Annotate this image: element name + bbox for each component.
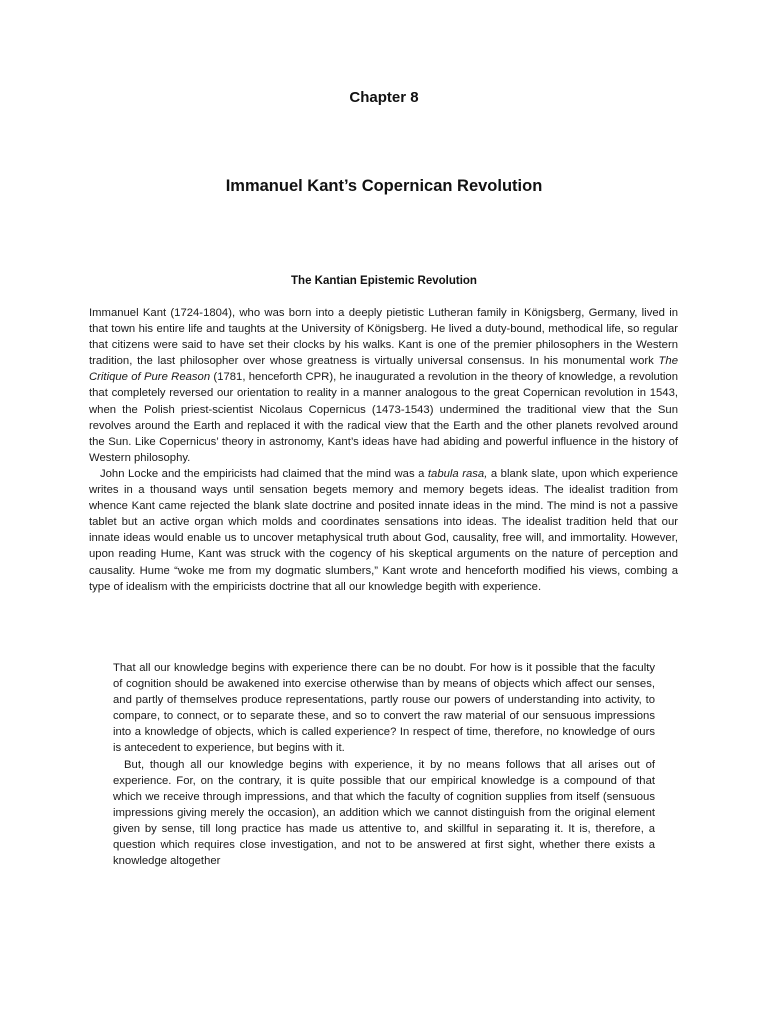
quote-paragraph-2: But, though all our knowledge begins with experience, it by no means follows that all arises out of experience. For, on the contrary, it is quite possible that our empirical knowledge is a compound of that which we receive through impressions, and that which the faculty of cognition supplies from itself (sensuous impressions giving merely the occasion), an addition which we cannot distinguish from the original element given by sense, till long practice has made us attentive to, and skillful in separating it. It is, therefore, a question which requires close investigation, and not to be answered at first sight, whether there exists a knowledge altogether	[113, 758, 655, 868]
section-heading: The Kantian Epistemic Revolution	[291, 275, 477, 287]
chapter-number: Chapter 8	[349, 89, 419, 106]
block-quote	[113, 660, 655, 869]
body-text	[89, 305, 678, 595]
chapter-title: Immanuel Kant’s Copernican Revolution	[225, 177, 543, 195]
latin-term: tabula rasa,	[427, 467, 488, 480]
book-title: The Critique of Pure Reason	[89, 355, 678, 384]
paragraph-text: John Locke and the empiricists had claimed that the mind was a	[100, 467, 428, 480]
paragraph-text: Immanuel Kant (1724-1804), who was born into a deeply pietistic Lutheran family in Königsberg, Germany, lived in that town his entire life and taughts at the University of Königsberg. He lived a duty-bound, methodical life, so regular that citizens were said to have set their clocks by his walks. Kant is one of the premier philosophers in the Western tradition, the last philosopher over whose greatness is virtually universal consensus. In his monumental work	[89, 307, 678, 368]
body-paragraph-2	[89, 466, 678, 595]
paragraph-text: (1781, henceforth CPR), he inaugurated a revolution in the theory of knowledge, a revolution that completely reversed our orientation to reality in a manner analogous to the great Copernican revolution in 1543, when the Polish priest-scientist Nicolaus Copernicus (1473-1543) undermined the traditional view that the Sun revolves around the Earth and replaced it with the radical view that the Earth and the other planets revolved around the Sun. Like Copernicus’ theory in astronomy, Kant’s ideas have had abiding and powerful influence in the history of Western philosophy.	[89, 371, 678, 464]
paragraph-text: a blank slate, upon which experience writes in a thousand ways until sensation begets memory and memory begets ideas. The idealist tradition from whence Kant came rejected the blank slate doctrine and posited innate ideas in the mind. The mind is not a passive tablet but an active organ which molds and coordinates sensations into ideas. The idealist tradition held that our innate ideas would enable us to uncover metaphysical truth about God, causality, free will, and immortality. However, upon reading Hume, Kant was struck with the cogency of his skeptical arguments on the nature of perception and causality. Hume “woke me from my dogmatic slumbers,” Kant wrote and henceforth modified his views, combing a type of idealism with the empiricists doctrine that all our knowledge begith with experience.	[89, 467, 679, 593]
body-paragraph-1	[89, 305, 678, 466]
quote-paragraph-1: That all our knowledge begins with experience there can be no doubt. For how is it possible that the faculty of cognition should be awakened into exercise otherwise than by means of objects which affect our senses, and partly of themselves produce representations, partly rouse our powers of understanding into activity, to compare, to connect, or to separate these, and so to convert the raw material of our sensuous impressions into a knowledge of objects, which is called experience? In respect of time, therefore, no knowledge of ours is antecedent to experience, but begins with it.	[113, 662, 655, 755]
